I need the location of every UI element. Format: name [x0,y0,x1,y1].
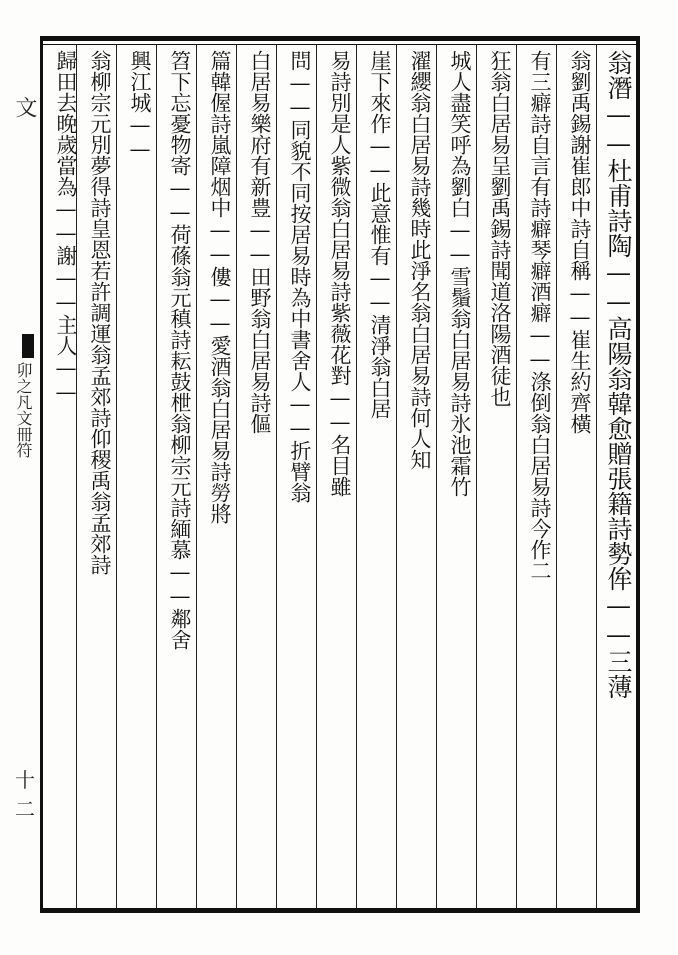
text-column-10: 白居易樂府有新豊——田野翁白居易詩傴 [248,50,272,434]
text-column-6: 濯纓翁白居易詩幾時此淨名翁白居易詩何人知 [408,50,432,470]
page-number: 十二 [15,768,35,821]
text-column-4: 狂翁白居易呈劉禹錫詩聞道洛陽酒徒也 [488,50,512,407]
text-column-11: 篇韓偓詩嵐障烟中——僂——愛酒翁白居易詩勞將 [208,50,232,524]
text-column-8: 易詩別是人紫微翁白居易詩紫薇花對——名目雖 [328,50,352,497]
margin-header: 文 [12,96,37,118]
text-column-12: 笤下忘憂物寄——荷蓧翁元稹詩耘鼓枻翁柳宗元詩緬慕——鄰舍 [168,50,192,650]
text-column-3: 有三癖詩自言有詩癖琴癖酒癖——涤倒翁白居易詩今作二 [528,50,552,581]
text-column-15: 歸田去晚歲當為——謝——主人—— [54,50,78,404]
top-border [40,36,640,41]
text-column-9: 問——同貌不同按居易時為中書舍人——折臂翁 [288,50,312,503]
text-column-14: 翁柳宗元別夢得詩皇恩若許調運翁孟郊詩仰稷禹翁孟郊詩 [88,50,112,575]
margin-fishtail-mark [22,334,34,358]
text-column-13: 興江城—— [128,50,152,161]
text-column-2: 翁劉禹錫謝崔郎中詩自稱——崔生約齊橫 [568,50,592,434]
column-rule [156,44,157,908]
bottom-border [40,908,640,913]
text-column-1: 翁潛——杜甫詩陶——高陽翁韓愈贈張籍詩勢侔——三薄 [604,50,633,699]
page-margin [5,44,35,908]
top-border-inner [40,44,640,45]
text-column-5: 城人盡笑呼為劉白——雪鬚翁白居易詩氷池霜竹 [448,50,472,497]
margin-title: 卯之凡文冊符 [14,362,33,458]
text-column-7: 崖下來作——此意惟有——清淨翁白居 [368,50,392,419]
left-border [40,36,43,913]
